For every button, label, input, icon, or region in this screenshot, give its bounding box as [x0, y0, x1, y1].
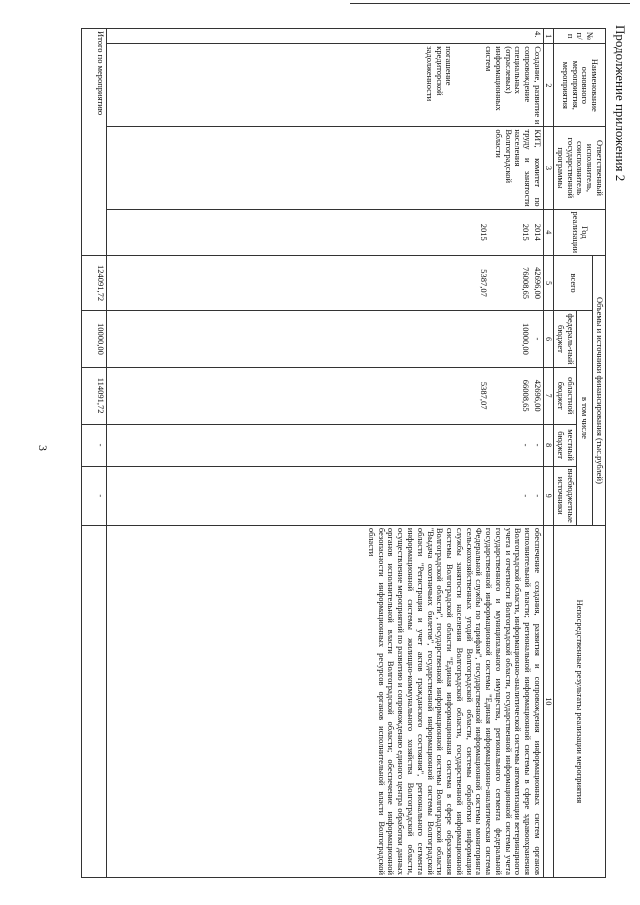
year-value: 2014 [532, 223, 543, 241]
extra-value: - [521, 494, 532, 498]
header-incl: в том числе [576, 311, 593, 526]
regional-value: 5387,07 [479, 381, 490, 410]
row-number: 4. [106, 29, 543, 44]
table-row [106, 29, 543, 878]
total-results-empty [81, 525, 106, 877]
total-cell [106, 256, 543, 311]
total-federal: 10000,00 [81, 311, 106, 368]
total-label: Итого по мероприятию [81, 29, 106, 256]
federal-value: - [532, 337, 543, 341]
col-number: 10 [543, 525, 553, 877]
measure-name: Создание, развитие и сопровождение специальных (отраслевых) информационных систем [484, 46, 543, 125]
sub-measure-name: погашение кредиторской задолженности [424, 46, 455, 102]
page-number: 3 [36, 445, 50, 451]
col-number: 8 [543, 424, 553, 466]
total-value: 42696,00 [532, 267, 543, 300]
header-results: Непосредственные результаты реализации мероприятия [554, 525, 606, 877]
year-cell [106, 209, 543, 256]
regional-value: 42696,00 [532, 379, 543, 412]
header-extra: внебюджетные источники [554, 466, 577, 525]
header-executor: Ответственный исполнитель, соисполнитель государственной программы [554, 127, 606, 209]
header-name: Наименование основного мероприятия, мероприятия [554, 44, 606, 127]
year-value: 2015 [521, 223, 532, 241]
header-row-1 [593, 29, 606, 878]
col-number: 9 [543, 466, 553, 525]
col-number: 1 [543, 29, 553, 44]
header-num: № п/п [554, 29, 606, 44]
executor: КИТ, комитет по труду и занятости населения Волгоградской области [106, 127, 543, 209]
total-local: - [81, 424, 106, 466]
funding-table [81, 28, 606, 878]
total-extra: - [81, 466, 106, 525]
year-value: 2015 [479, 223, 490, 241]
regional-cell [106, 367, 543, 424]
header-federal: федераль-ный бюджет [554, 311, 577, 368]
total-row [81, 29, 106, 878]
appendix-title: Продолжение приложения 2 [613, 25, 628, 182]
col-number: 3 [543, 127, 553, 209]
result-text: обеспечение создания, развития и сопровождения информационных систем органов исполнительной власти; региональной информационной системы в сфере здравоохранения Волгоградской области, информационно-аналитической системы автоматизации ветеринарного учета и отчетности Волгоградской области, государственной информационной системы учета государственного и муниципального имущества, регионального сегмента федеральной государственной информационной системы "Единая информационно-аналитическая система Федеральной службы по тарифам", государственной информационной системы мониторинга сельскохозяйственных угодий Волгоградской области, системы обработки информации службы занятости населения Волгоградской области, государственной информационной системы Волгоградской области "Единая информационная система в сфере образования Волгоградской области", государственной информационной системы Волгоградской области "Выдача охотничьих билетов", государственной информационной системы Волгоградской области "Регистрация и учет актов гражданского состояния", регионального сегмента информационной системы жилищно-коммунального хозяйства Волгоградской области, осуществление мероприятий по развитию и сопровождению единого центра обработки данных органов исполнительной власти Волгоградской области; обеспечение информационной безопасности информационных ресурсов органов исполнительной власти Волгоградской области [106, 525, 543, 877]
col-number: 6 [543, 311, 553, 368]
extra-value: - [532, 494, 543, 498]
total-regional: 114091,72 [81, 367, 106, 424]
header-funding: Объемы и источники финансирования (тыс.рублей) [593, 256, 606, 526]
col-number: 4 [543, 209, 553, 256]
column-number-row [543, 29, 553, 878]
header-regional: областной бюджет [554, 367, 577, 424]
local-cell [106, 424, 543, 466]
col-number: 5 [543, 256, 553, 311]
col-number: 7 [543, 367, 553, 424]
header-total: всего [554, 256, 593, 311]
col-number: 2 [543, 44, 553, 127]
header-year: Год реализации [554, 209, 606, 256]
measure-name-cell [106, 44, 543, 127]
local-value: - [521, 443, 532, 447]
total-value: 5387,07 [479, 269, 490, 297]
header-local: местный бюджет [554, 424, 577, 466]
regional-value: 66008,65 [521, 379, 532, 412]
total-sum: 124091,72 [81, 256, 106, 311]
federal-cell [106, 311, 543, 368]
extra-cell [106, 466, 543, 525]
total-value: 76008,65 [521, 267, 532, 300]
federal-value: 10000,00 [521, 323, 532, 355]
local-value: - [532, 443, 543, 447]
